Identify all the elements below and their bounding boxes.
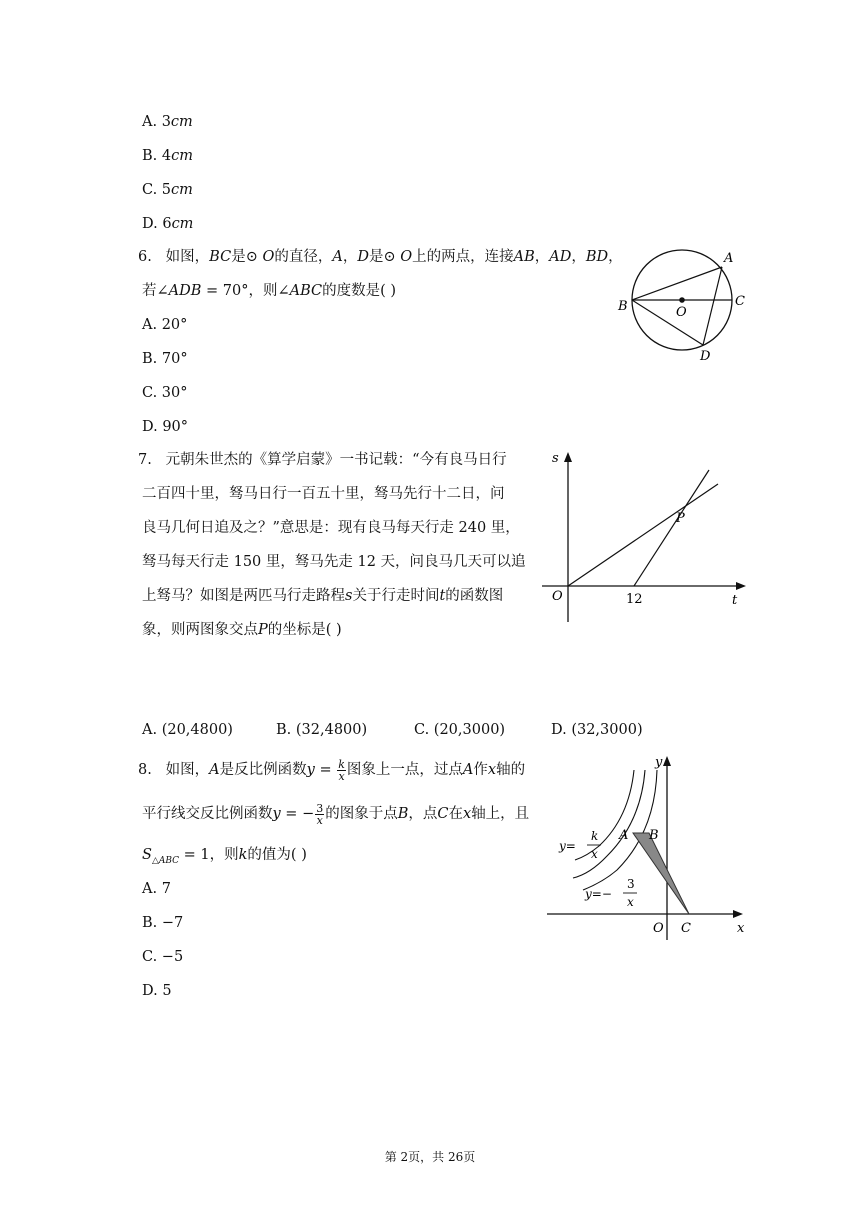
q7-number: 7. — [138, 452, 152, 468]
q5-unit: cm — [171, 148, 193, 164]
label-o: O — [676, 305, 687, 320]
fraction-k-over-x: $\frac{k}{x}$ — [338, 757, 345, 783]
label-b: B — [649, 828, 659, 843]
formula1-num: k — [591, 829, 599, 843]
q6-line1: 6. 如图，BC是⊙ O的直径，A，D是⊙ O上的两点，连接AB，AD，BD， — [138, 249, 623, 265]
label-b: B — [618, 299, 628, 314]
q7-graph-figure — [536, 448, 756, 628]
line-slow-horse — [568, 484, 718, 586]
q5-option-b: B. 4cm — [142, 148, 193, 164]
fraction-3-over-x: $\frac{3}{x}$ — [316, 801, 324, 827]
q8-hyperbola-figure — [545, 752, 750, 942]
q6-option-a: A. 20° — [142, 317, 188, 333]
q7-line6: 象，则两图象交点P的坐标是( ) — [142, 622, 342, 638]
q7-line5: 上驽马？如图是两匹马行走路程s关于行走时间t的函数图 — [142, 588, 504, 604]
segment-bd — [632, 300, 703, 345]
label-a: A — [724, 251, 734, 266]
label-origin: O — [653, 921, 664, 936]
q7-line2: 二百四十里，驽马日行一百五十里，驽马先行十二日，问 — [142, 486, 505, 502]
label-d: D — [700, 349, 711, 364]
q7-line1: 7. 元朝朱世杰的《算学启蒙》一书记载：“今有良马日行 — [138, 452, 507, 468]
q8-option-d: D. 5 — [142, 983, 172, 999]
y-axis-arrow-icon — [663, 756, 671, 766]
label-p: P — [676, 511, 685, 526]
q8-line1: 8. 如图，A是反比例函数y = $\frac{k}{x}$ 图象上一点，过点A作x轴的 — [138, 757, 526, 783]
formula2-num: 3 — [627, 877, 635, 891]
q5-unit: cm — [171, 216, 194, 232]
q8-option-c: C. −5 — [142, 949, 184, 965]
label-origin: O — [552, 589, 563, 604]
label-y: y — [655, 755, 663, 770]
q7-option-b: B. (32,4800) — [276, 722, 368, 738]
formula1-den: x — [591, 847, 598, 861]
tick-12: 12 — [626, 592, 643, 607]
q5-option-c: C. 5cm — [142, 182, 193, 198]
q6-number: 6. — [138, 249, 152, 265]
label-a: A — [619, 828, 629, 843]
q6-option-c: C. 30° — [142, 385, 188, 401]
formula2-den: x — [627, 895, 634, 909]
label-c: C — [681, 921, 691, 936]
q7-option-d: D. (32,3000) — [551, 722, 643, 738]
label-c: C — [735, 294, 745, 309]
curve-k-over-x — [573, 770, 645, 878]
page-footer: 第 2页，共 26页 — [384, 1150, 476, 1164]
center-point — [679, 297, 685, 303]
q6-option-d: D. 90° — [142, 419, 189, 435]
q6-line2: 若∠ADB = 70°，则∠ABC的度数是( ) — [142, 283, 397, 299]
label-s: s — [552, 451, 559, 466]
q5-unit: cm — [171, 182, 193, 198]
q8-option-a: A. 7 — [142, 881, 171, 897]
q6-circle-figure — [610, 240, 760, 370]
line-fast-horse — [634, 470, 709, 586]
q8-line3: $S_{\triangle ABC} = 1$，则k的值为( ) — [142, 847, 307, 866]
q8-number: 8. — [138, 762, 152, 778]
triangle-abc — [633, 833, 689, 914]
q7-option-a: A. (20,4800) — [142, 722, 233, 738]
q7-line3: 良马几何日追及之？”意思是：现有良马每天行走 240 里， — [142, 520, 520, 536]
segment-ab — [632, 267, 722, 300]
q5-unit: cm — [170, 114, 193, 130]
curve-extra — [575, 770, 634, 860]
label-x: x — [737, 921, 745, 936]
q5-option-d: D. 6cm — [142, 216, 194, 232]
formula2-lhs: y=− — [585, 887, 612, 901]
q8-line2: 平行线交反比例函数y = − $\frac{3}{x}$ 的图象于点B，点C在x轴上，且 — [142, 801, 530, 827]
t-axis-arrow-icon — [736, 582, 746, 590]
q8-option-b: B. −7 — [142, 915, 184, 931]
s-axis-arrow-icon — [564, 452, 572, 462]
q5-option-a: A. 3cm — [142, 114, 193, 130]
formula1-lhs: y= — [559, 839, 576, 853]
q7-line4: 驽马每天行走 150 里，驽马先走 12 天，问良马几天可以追 — [142, 554, 526, 570]
label-t: t — [732, 593, 738, 608]
q6-option-b: B. 70° — [142, 351, 188, 367]
x-axis-arrow-icon — [733, 910, 743, 918]
q7-option-c: C. (20,3000) — [414, 722, 506, 738]
